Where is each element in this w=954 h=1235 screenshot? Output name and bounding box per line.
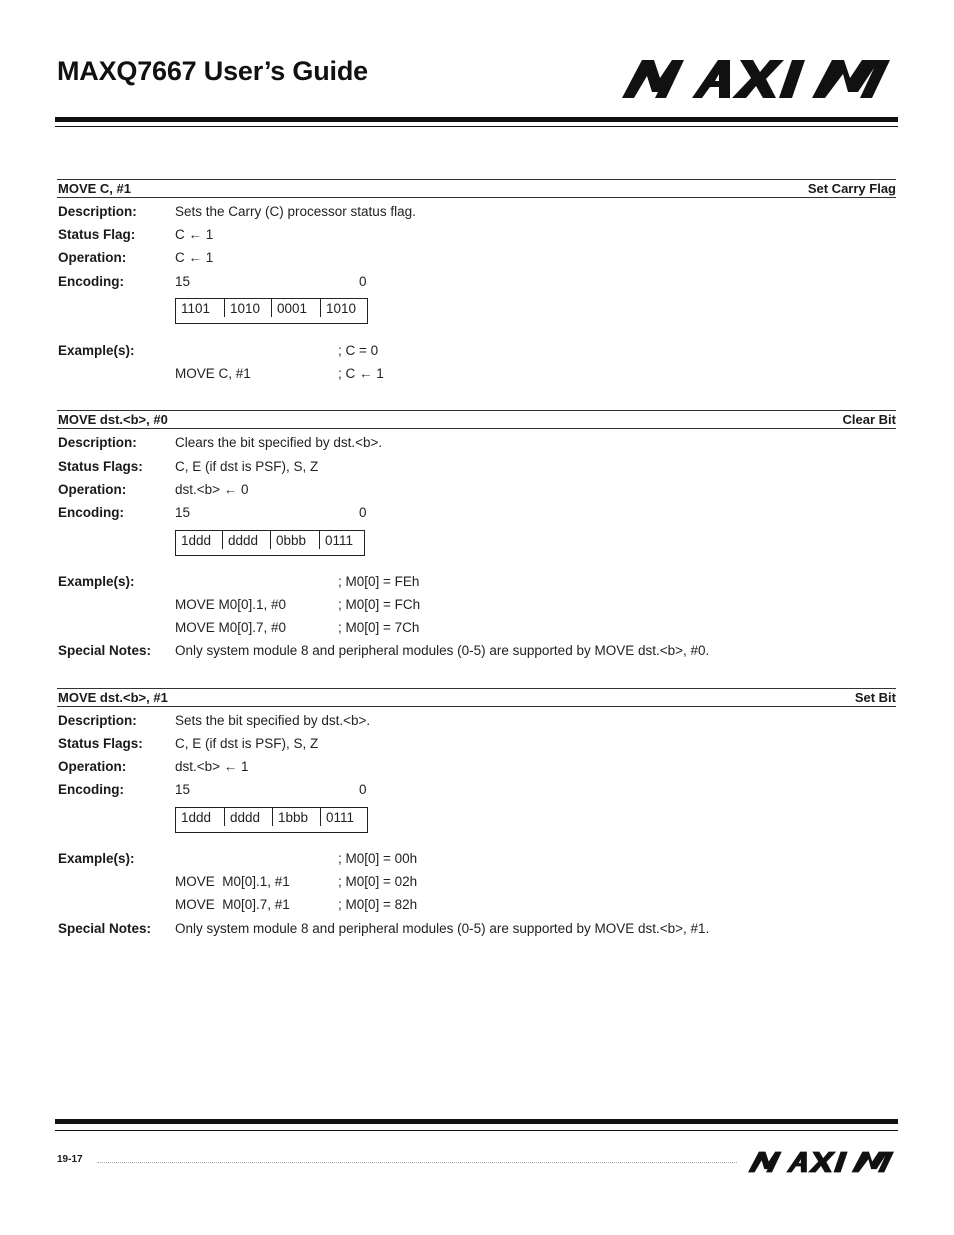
bit-low-label: 0 [359,274,367,289]
bit-high-label: 15 [175,274,191,289]
bit-low-label: 0 [359,782,367,797]
encoding-box [175,807,368,833]
operation-text: dst.<b> ← 0 [175,482,249,497]
instruction-move-c-1 [57,179,896,381]
encoding-box [175,298,368,324]
example-comment: ; M0[0] = 02h [338,874,418,889]
status-label: Status Flag: [58,227,136,242]
encoding-label: Encoding: [58,505,124,520]
operation-label: Operation: [58,759,127,774]
instruction-mnemonic: MOVE dst.<b>, #0 [58,412,168,427]
section-header [57,688,896,707]
header-rule-thin [55,126,898,127]
example-comment: ; M0[0] = FEh [338,574,420,589]
example-comment: ; C = 0 [338,343,379,358]
bit-high-label: 15 [175,505,191,520]
instruction-move-dst-b-1 [57,688,896,936]
bit-high-label: 15 [175,782,191,797]
encoding-nibble: 0111 [325,533,354,548]
encoding-nibble: dddd [223,531,271,555]
encoding-nibble: 0111 [326,810,355,825]
encoding-nibble: 0bbb [271,531,320,555]
example-comment: ; M0[0] = FCh [338,597,421,612]
encoding-nibble: 1010 [225,299,272,323]
instruction-mnemonic: MOVE dst.<b>, #1 [58,690,168,705]
instruction-name: Set Carry Flag [807,181,896,196]
status-label: Status Flags: [58,736,143,751]
example-comment: ; M0[0] = 82h [338,897,418,912]
special-notes-text: Only system module 8 and peripheral modules (0-5) are supported by MOVE dst.<b>, #0. [175,643,710,658]
maxim-logo-footer [748,1151,894,1173]
page-title: MAXQ7667 User’s Guide [57,56,368,86]
encoding-nibble: 1010 [326,301,357,316]
encoding-label: Encoding: [58,274,124,289]
encoding-nibble: dddd [225,808,273,832]
examples-label: Example(s): [58,343,135,358]
example-code: MOVE C, #1 [175,366,251,381]
description-label: Description: [58,435,137,450]
encoding-nibble: 0001 [272,299,321,323]
operation-text: dst.<b> ← 1 [175,759,249,774]
section-header [57,179,896,198]
instruction-mnemonic: MOVE C, #1 [58,181,131,196]
status-label: Status Flags: [58,459,143,474]
instruction-name: Clear Bit [842,412,896,427]
footer-rule-thin [55,1130,898,1131]
encoding-nibble: 1101 [176,299,225,323]
operation-label: Operation: [58,482,127,497]
examples-label: Example(s): [58,574,135,589]
description-text: Clears the bit specified by dst.<b>. [175,435,383,450]
encoding-label: Encoding: [58,782,124,797]
footer-dotted-line [97,1162,737,1163]
operation-text: C ← 1 [175,250,214,265]
encoding-nibble: 1ddd [176,808,225,832]
special-notes-label: Special Notes: [58,921,152,936]
example-comment: ; M0[0] = 00h [338,851,418,866]
description-label: Description: [58,204,137,219]
maxim-logo [622,60,890,98]
encoding-box [175,530,365,556]
examples-label: Example(s): [58,851,135,866]
encoding-nibble: 1ddd [176,531,223,555]
description-text: Sets the bit specified by dst.<b>. [175,713,371,728]
bit-low-label: 0 [359,505,367,520]
example-code: MOVE M0[0].7, #1 [175,897,290,912]
example-comment: ; C ← 1 [338,366,384,381]
instruction-move-dst-b-0 [57,410,896,658]
operation-label: Operation: [58,250,127,265]
encoding-nibble: 1bbb [273,808,321,832]
example-comment: ; M0[0] = 7Ch [338,620,420,635]
status-text: C ← 1 [175,227,214,242]
footer-rule-thick [55,1119,898,1124]
special-notes-text: Only system module 8 and peripheral modules (0-5) are supported by MOVE dst.<b>, #1. [175,921,710,936]
example-code: MOVE M0[0].7, #0 [175,620,287,635]
status-text: C, E (if dst is PSF), S, Z [175,736,319,751]
special-notes-label: Special Notes: [58,643,152,658]
status-text: C, E (if dst is PSF), S, Z [175,459,319,474]
page-number: 19-17 [57,1154,83,1165]
description-label: Description: [58,713,137,728]
example-code: MOVE M0[0].1, #0 [175,597,287,612]
instruction-name: Set Bit [854,690,896,705]
header-rule-thick [55,117,898,122]
description-text: Sets the Carry (C) processor status flag. [175,204,416,219]
example-code: MOVE M0[0].1, #1 [175,874,290,889]
section-header [57,410,896,429]
